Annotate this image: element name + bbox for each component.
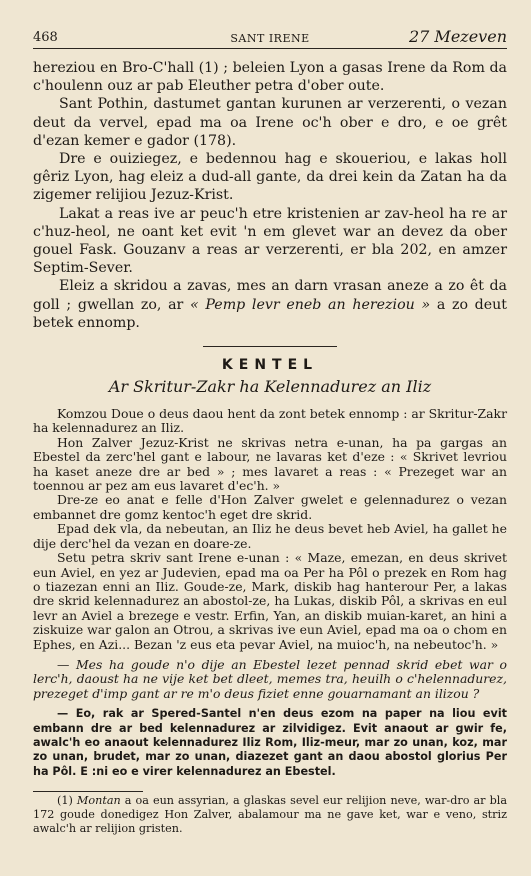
book-title-italic: « Pemp levr eneb an hereziou »	[190, 296, 431, 313]
footnote-marker: (1)	[57, 794, 77, 808]
paragraph: hereziou en Bro-C'hall (1) ; beleien Lyon a gasas Irene da Rom da c'houlenn ouz ar pab Eleuther petra d'ober oute.	[33, 60, 507, 95]
lesson-paragraph: Dre-ze eo anat e felle d'Hon Zalver gwelet e gelennadurez o vezan embannet dre gomz kentoc'h eget dre skrid.	[33, 492, 507, 522]
text-run: a zo deut betek ennomp.	[33, 296, 507, 331]
footnote-italic: Montan	[76, 794, 121, 808]
lesson-paragraph: Komzou Doue o deus daou hent da zont betek ennomp : ar Skritur-Zakr ha kelennadurez an Iliz.	[33, 406, 507, 436]
running-header	[33, 26, 507, 49]
paragraph	[33, 277, 507, 332]
section-divider	[203, 346, 337, 347]
header-date: 27 Mezeven	[408, 27, 507, 46]
section-subtitle: Ar Skritur-Zakr ha Kelennadurez an Iliz	[108, 377, 432, 397]
paragraph: Lakat a reas ive ar peuc'h etre kristenien ar zav-heol ha re ar c'huz-heol, ne oant ket evit 'n em glevet war an devez da ober gouel Fask. Gouzanv a reas ar verzerenti, er bla 202, en amzer Septim-Sever.	[33, 205, 507, 277]
footnote-text: a oa eun assyrian, a glaskas sevel eur relijion neve, war-dro ar bla 172 goude donedigez Hon Zalver, abalamour ma ne gave ket, war e veno, striz awalc'h ar relijion gristen.	[33, 794, 508, 835]
paragraph: Sant Pothin, dastumet gantan kurunen ar verzerenti, o vezan deut da vervel, epad ma oa Irene oc'h ober e dro, e oe grêt d'ezan kemer e gador (178).	[33, 96, 507, 149]
text-run: Eleiz a skridou a zavas, mes an darn vrasan aneze a zo êt da goll ; gwellan zo, ar	[33, 278, 507, 313]
lesson-text	[33, 407, 507, 779]
lesson-paragraph: Epad dek vla, da nebeutan, an Iliz he deus bevet heb Aviel, ha gallet he dije derc'hel da vezan en doare-ze.	[33, 521, 507, 551]
footnote-paragraph	[33, 794, 507, 835]
footnote	[33, 794, 507, 835]
page-number: 468	[33, 30, 58, 45]
lesson-question: — Mes ha goude n'o dije an Ebestel lezet pennad skrid ebet war o lerc'h, daoust ha ne vije ket bet dleet, memes tra, heuilh o c'helennadurez, prezeget d'imp gant ar re m'o deus fiziet enne gouarnamant an ilizou ?	[33, 656, 507, 701]
main-text	[33, 59, 507, 332]
running-title: SANT IRENE	[230, 32, 310, 45]
lesson-paragraph: Setu petra skriv sant Irene e-unan : « Maze, emezan, en deus skrivet eun Aviel, en yez ar Judevien, epad ma oa Per ha Pôl o prezek en Rom hag o tiazezan enni an Iliz. Goude-ze, Mark, diskib hag hanterour Per, a lakas dre skrid kelennadurez an abostol-ze, ha Lukas, diskib Pôl, a skrivas en eul levr an Aviel a brezege e vestr. Erfin, Yan, an diskib muian-karet, an hini a ziskuize war galon an Otrou, a skrivas ive eun Aviel, epad ma oa o chom en Ephes, en Azi... Bezan 'z eus eta pevar Aviel, na muioc'h, na nebeutoc'h. »	[33, 550, 507, 652]
lesson-paragraph: Hon Zalver Jezuz-Krist ne skrivas netra e-unan, ha pa gargas an Ebestel da zerc'hel gant e labour, ne lavaras ket d'eze : « Skrivet levriou ha kaset aneze dre ar bed » ; mes lavaret a reas : « Prezeget war an toennou ar pez am eus lavaret d'ec'h. »	[33, 434, 507, 494]
paragraph: Dre e ouiziegez, e bedennou hag e skoueriou, e lakas holl gêriz Lyon, hag eleiz a dud-all gante, da drei kein da Zatan ha da zigemer relijiou Jezuz-Krist.	[33, 151, 507, 204]
lesson-answer: — Eo, rak ar Spered-Santel n'en deus ezom na paper na liou evit embann dre ar bed kelennadurez ar zilvidigez. Evit anaout ar gwir fe, awalc'h eo anaout kelennadurez Iliz Rom, Iliz-meur, mar zo unan, koz, mar zo unan, brudet, mar zo unan, diazezet gant an daou abostol glorius Per ha Pôl. E :ni eo e virer kelennadurez an Ebestel.	[33, 707, 507, 778]
section-title: KENTEL	[221, 357, 319, 374]
footnote-rule	[33, 791, 143, 792]
